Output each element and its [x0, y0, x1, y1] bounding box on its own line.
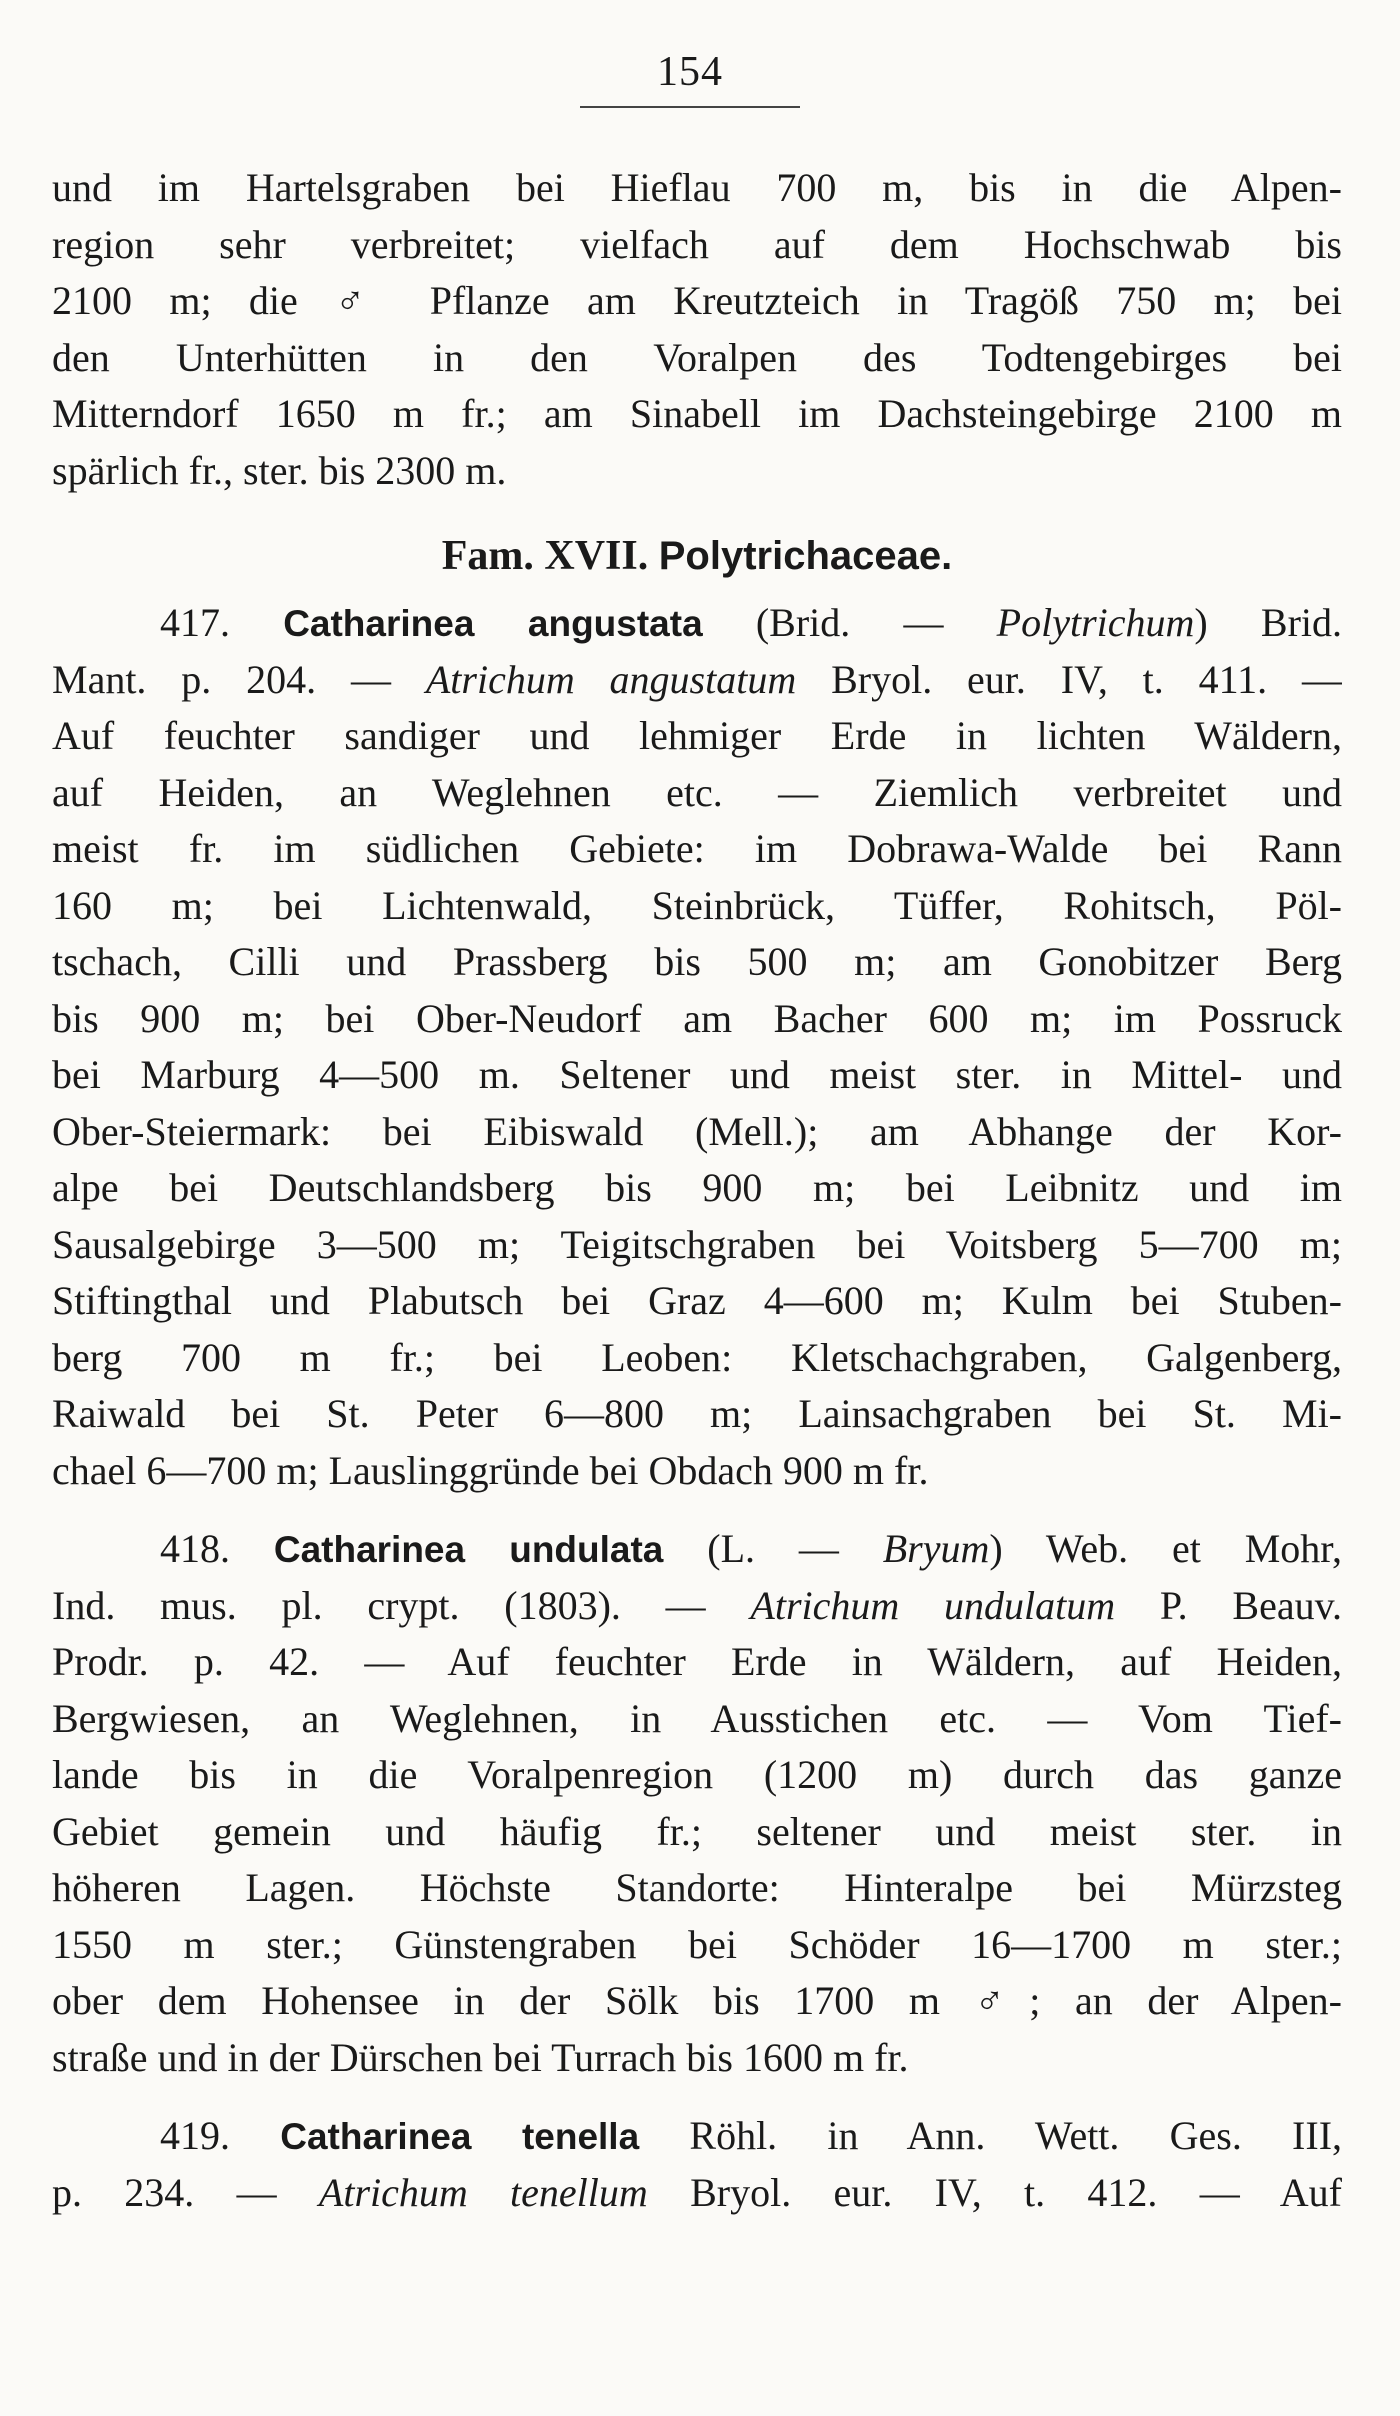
text-line: 1550 m ster.; Günstengraben bei Schöder 16—1700 m ster.; [52, 1921, 1342, 1967]
synonym-name: Atrichum undulatum [750, 1582, 1116, 1628]
text-line: spärlich fr., ster. bis 2300 m. [52, 447, 507, 493]
text-line: Bergwiesen, an Weglehnen, in Ausstichen etc. — Vom Tief- [52, 1695, 1342, 1741]
entry-citation: Mant. p. 204. — [52, 656, 426, 702]
entry-citation: Ind. mus. pl. crypt. (1803). — [52, 1582, 751, 1628]
synonym-genus: Bryum [882, 1526, 990, 1571]
entry-citation: (L. — [707, 1526, 883, 1571]
entry-citation: ) Brid. [1194, 600, 1342, 645]
entry-citation: P. Beauv. [1115, 1582, 1342, 1628]
entry-spacer [52, 1499, 1342, 1521]
entry-citation: Bryol. eur. IV, t. 412. — Auf [647, 2169, 1342, 2215]
entry-number: 419. [160, 2113, 230, 2158]
species-entry-418 [52, 1521, 1342, 2086]
species-name: Catharinea tenella [280, 2116, 640, 2157]
entry-citation: p. 234. — [52, 2169, 319, 2215]
text-line: meist fr. im südlichen Gebiete: im Dobrawa-Walde bei Rann [52, 826, 1342, 871]
family-heading [52, 499, 1342, 595]
text-line: 160 m; bei Lichtenwald, Steinbrück, Tüffer, Rohitsch, Pöl- [52, 882, 1342, 928]
entry-head-line [52, 2108, 1342, 2165]
text-line [52, 1578, 1342, 1635]
species-entry-419 [52, 2108, 1342, 2221]
text-line: lande bis in die Voralpenregion (1200 m) durch das ganze [52, 1752, 1342, 1797]
text-line: 2100 m; die ♂ Pflanze am Kreutzteich in Tragöß 750 m; bei [52, 278, 1342, 323]
text-line: Gebiet gemein und häufig fr.; seltener und meist ster. in [52, 1808, 1342, 1854]
species-name: Catharinea angustata [283, 603, 703, 644]
text-line: ober dem Hohensee in der Sölk bis 1700 m ♂; an der Alpen- [52, 1978, 1342, 2023]
text-line: Auf feuchter sandiger und lehmiger Erde in lichten Wäldern, [52, 713, 1342, 758]
family-label: Fam. XVII. [441, 533, 649, 579]
entry-number: 417. [160, 600, 230, 645]
page-content [52, 160, 1342, 2221]
entry-citation: Bryol. eur. IV, t. 411. — [796, 656, 1342, 702]
text-line: berg 700 m fr.; bei Leoben: Kletschachgraben, Galgenberg, [52, 1334, 1342, 1380]
text-line: tschach, Cilli und Prassberg bis 500 m; am Gonobitzer Berg [52, 939, 1342, 984]
page-number: 154 [657, 49, 723, 95]
text-line [52, 2165, 1342, 2222]
text-line: chael 6—700 m; Lauslinggründe bei Obdach 900 m fr. [52, 1447, 929, 1493]
text-line: den Unterhütten in den Voralpen des Todtengebirges bei [52, 334, 1342, 380]
header-rule [580, 106, 800, 108]
synonym-genus: Polytrichum [996, 600, 1195, 645]
text-line: Ober-Steiermark: bei Eibiswald (Mell.); am Abhange der Kor- [52, 1108, 1342, 1154]
synonym-name: Atrichum tenellum [318, 2169, 648, 2215]
synonym-name: Atrichum angustatum [425, 656, 797, 702]
entry-spacer [52, 2086, 1342, 2108]
entry-head-line [52, 595, 1342, 652]
family-name: Polytrichaceae. [658, 534, 953, 578]
text-line [52, 652, 1342, 709]
text-line: und im Hartelsgraben bei Hieflau 700 m, bis in die Alpen- [52, 165, 1342, 210]
species-name: Catharinea undulata [273, 1529, 664, 1570]
text-line: bis 900 m; bei Ober-Neudorf am Bacher 600 m; im Possruck [52, 995, 1342, 1041]
text-line: straße und in der Dürschen bei Turrach bis 1600 m fr. [52, 2034, 909, 2080]
text-line: alpe bei Deutschlandsberg bis 900 m; bei Leibnitz und im [52, 1165, 1342, 1210]
entry-head-line [52, 1521, 1342, 1578]
text-line: höheren Lagen. Höchste Standorte: Hinteralpe bei Mürzsteg [52, 1865, 1342, 1910]
text-line: Mitterndorf 1650 m fr.; am Sinabell im Dachsteingebirge 2100 m [52, 391, 1342, 436]
entry-number: 418. [160, 1526, 230, 1571]
text-line: Stiftingthal und Plabutsch bei Graz 4—600 m; Kulm bei Stuben- [52, 1278, 1342, 1323]
intro-paragraph [52, 160, 1342, 499]
entry-citation: ) Web. et Mohr, [989, 1526, 1342, 1571]
text-line: bei Marburg 4—500 m. Seltener und meist ster. in Mittel- und [52, 1052, 1342, 1097]
text-line: auf Heiden, an Weglehnen etc. — Ziemlich verbreitet und [52, 769, 1342, 815]
text-line: Sausalgebirge 3—500 m; Teigitschgraben bei Voitsberg 5—700 m; [52, 1221, 1342, 1267]
text-line: Raiwald bei St. Peter 6—800 m; Lainsachgraben bei St. Mi- [52, 1391, 1342, 1436]
text-line: region sehr verbreitet; vielfach auf dem Hochschwab bis [52, 221, 1342, 267]
entry-citation: (Brid. — [755, 600, 997, 645]
species-entry-417 [52, 595, 1342, 1499]
entry-citation: Röhl. in Ann. Wett. Ges. III, [689, 2113, 1342, 2158]
text-line: Prodr. p. 42. — Auf feuchter Erde in Wäldern, auf Heiden, [52, 1639, 1342, 1684]
